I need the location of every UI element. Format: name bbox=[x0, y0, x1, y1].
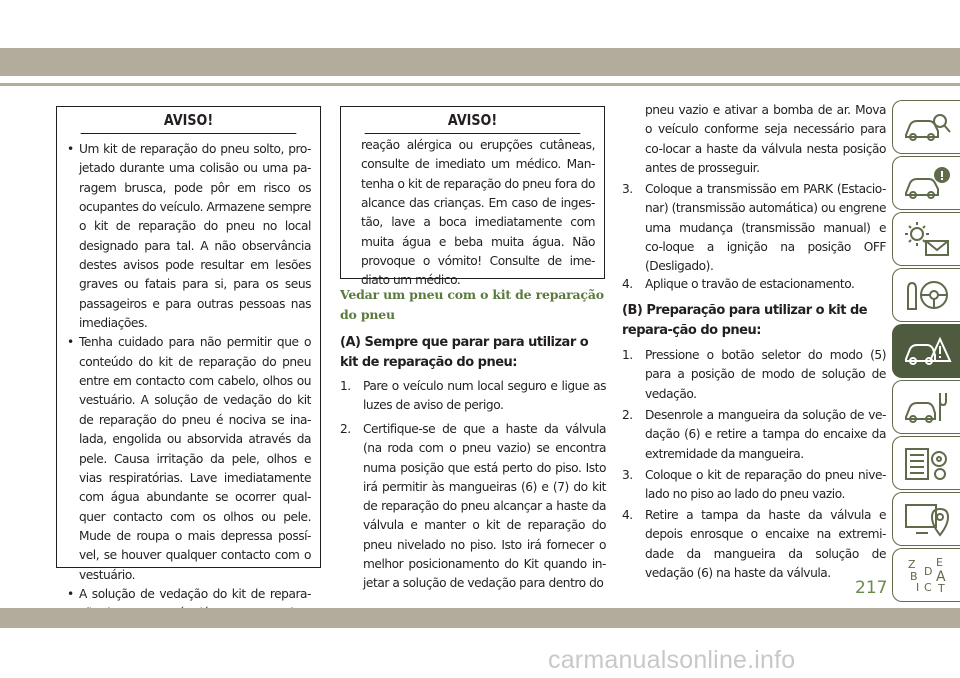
step-item bbox=[622, 406, 886, 464]
step-item bbox=[622, 180, 886, 276]
step-item bbox=[340, 420, 606, 594]
part-a-heading: (A) Sempre que parar para utilizar o kit de reparação do pneu: bbox=[340, 335, 589, 370]
step-text: Coloque a transmissão em PARK (Estacio-nar) (transmissão automática) ou engrene uma mudança (transmissão manual) e co-loque a ignição na posição OFF (Desligado). bbox=[645, 182, 886, 274]
header-rule bbox=[0, 83, 960, 86]
warning-bullet: • Tenha cuidado para não permitir que o conteúdo do kit de reparação do pneu entre em contacto com cabelo, olhos ou vestuário. A solução de vedação do kit de reparação do pneu é nociva se ina-lada, engolida ou absorvida através da pele. Causa irritação da pele, olhos e vias respiratórias. Lave imediatamente com água abundante se ocorrer qual-quer contacto com os olhos ou pele. Mude de roupa o mais depressa possí-vel, se houver qualquer contacto com o vestuário. bbox=[67, 333, 311, 584]
steering-wheel-icon bbox=[902, 275, 952, 315]
page-number: 217 bbox=[855, 578, 888, 598]
index-letter: E bbox=[935, 556, 943, 569]
step-item bbox=[340, 377, 606, 416]
warning-bullet: • Um kit de reparação do pneu solto, pro-jetado durante uma colisão ou uma pa-ragem brusca, pode pôr em risco os ocupantes do veículo. Armazene sempre o kit de reparação do pneu no local designado para tal. A não observância destes avisos pode resultar em lesões graves ou fatais para si, para os seus passageiros e para outras pessoas nas imediações. bbox=[67, 140, 311, 333]
car-info-icon bbox=[902, 163, 952, 203]
part-b-heading: (B) Preparação para utilizar o kit de repara-ção do pneu: bbox=[622, 303, 868, 338]
step-number: 4. bbox=[622, 277, 633, 291]
step-text: Certifique-se de que a haste da válvula (na roda com o pneu vazio) se encontra numa posição que está perto do piso. Isto irá permitir às mangueiras (6) e (7) do kit de reparação do pneu alcançar a haste da válvula e manter o kit de reparação do pneu nivelado no piso. Isto irá fornecer o melhor posicionamento do Kit quando in-jetar a solução de vedação para dentro do bbox=[363, 422, 606, 591]
index-letter: D bbox=[923, 565, 932, 578]
step-number: 1. bbox=[340, 379, 351, 393]
warning-title: AVISO! bbox=[365, 107, 581, 134]
index-letters-icon bbox=[902, 555, 952, 595]
tab-multimedia[interactable] bbox=[892, 492, 960, 546]
index-letter: T bbox=[937, 582, 945, 595]
step-number: 3. bbox=[622, 182, 633, 196]
car-warning-triangle-icon bbox=[902, 331, 952, 371]
tab-warning-lights[interactable] bbox=[892, 212, 960, 266]
warning-title: AVISO! bbox=[81, 107, 297, 134]
step-number: 2. bbox=[622, 408, 633, 422]
header-band bbox=[0, 48, 960, 76]
step-text: Pressione o botão seletor do modo (5) para a posição de modo de solução de vedação. bbox=[645, 348, 886, 401]
warning-lights-icon bbox=[902, 219, 952, 259]
step-text: Pare o veículo num local seguro e ligue as luzes de aviso de perigo. bbox=[363, 379, 606, 413]
step-number: 1. bbox=[622, 348, 633, 362]
warning-body bbox=[57, 134, 320, 624]
tab-car-service-tools[interactable] bbox=[892, 380, 960, 434]
warning-body: reação alérgica ou erupções cutâneas, consulte de imediato um médico. Man-tenha o kit de reparação do pneu fora do alcance das crianças. Em caso de inges-tão, lave a boca imediatamente com muita água e beba muita água. Não provoque o vómito! Consulte de ime-diato um médico. bbox=[361, 138, 595, 288]
step-continued-text: pneu vazio e ativar a bomba de ar. Mova o veículo conforme seja necessário para co-locar a haste da válvula nesta posição antes de prosseguir. bbox=[645, 103, 886, 175]
index-letter: A bbox=[935, 569, 946, 585]
tab-car-warning-triangle[interactable] bbox=[892, 324, 960, 378]
step-item bbox=[622, 275, 886, 294]
tab-steering-wheel[interactable] bbox=[892, 268, 960, 322]
step-number: 2. bbox=[340, 422, 351, 436]
section-heading: Vedar um pneu com o kit de reparação do pneu bbox=[340, 287, 604, 322]
multimedia-icon bbox=[902, 499, 952, 539]
tab-settings-list[interactable] bbox=[892, 436, 960, 490]
tab-car-info[interactable] bbox=[892, 156, 960, 210]
index-letter: I bbox=[915, 581, 919, 594]
index-letter: B bbox=[909, 570, 918, 583]
step-item bbox=[622, 466, 886, 505]
warning-box-left bbox=[56, 106, 321, 601]
step-text: Desenrole a mangueira da solução de ve-dação (6) e retire a tampa do encaixe da extremidade da mangueira. bbox=[645, 408, 886, 461]
footer-band bbox=[0, 608, 960, 628]
watermark: carmanualsonline.info bbox=[548, 646, 796, 674]
index-letter: Z bbox=[907, 558, 916, 571]
step-text: Retire a tampa da haste da válvula e depois enrosque o encaixe na extremi-dade da mangueira da solução de vedação (6) na haste da válvula. bbox=[645, 508, 886, 580]
step-item bbox=[622, 506, 886, 583]
car-service-tools-icon bbox=[902, 387, 952, 427]
step-number: 3. bbox=[622, 468, 633, 482]
settings-list-icon bbox=[902, 443, 952, 483]
tab-index[interactable] bbox=[892, 548, 960, 602]
index-letter: C bbox=[923, 581, 932, 594]
warning-bullet: • A solução de vedação do kit de repara- bbox=[67, 585, 311, 624]
step-number: 4. bbox=[622, 508, 633, 522]
step-text: Coloque o kit de reparação do pneu nive-lado no piso ao lado do pneu vazio. bbox=[645, 468, 886, 502]
tab-car-magnifier[interactable] bbox=[892, 100, 960, 154]
warning-box-right bbox=[340, 106, 605, 288]
car-magnifier-icon bbox=[902, 107, 952, 147]
step-item bbox=[622, 346, 886, 404]
step-text: Aplique o travão de estacionamento. bbox=[645, 277, 855, 291]
